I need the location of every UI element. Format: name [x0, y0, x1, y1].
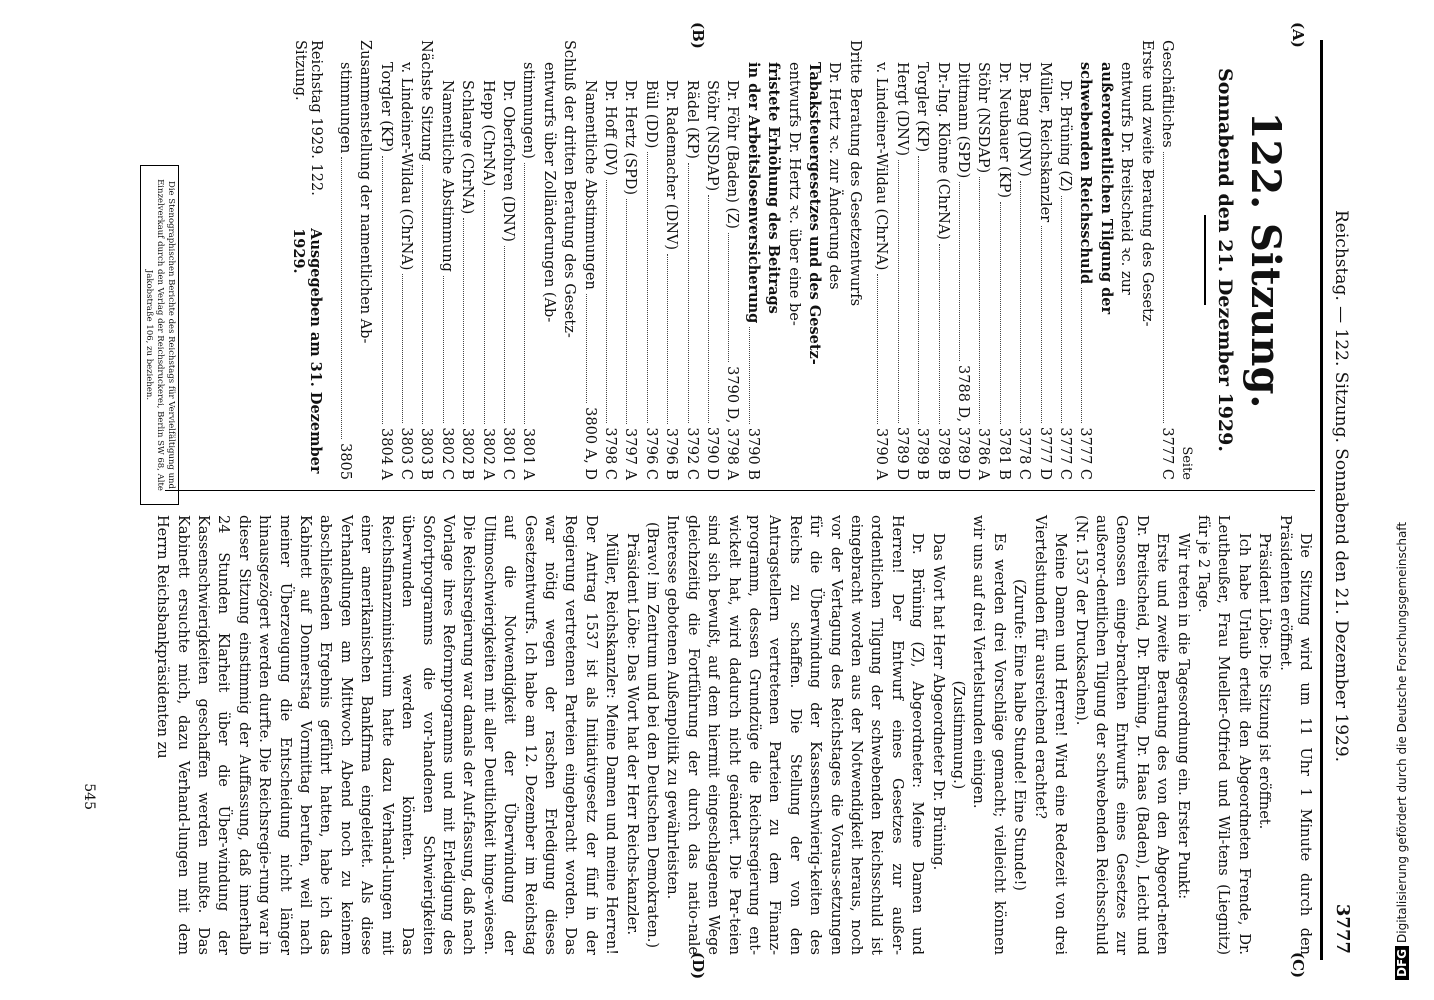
speaker-page-ref: 3796 B: [663, 427, 680, 480]
speaker-page-ref: 3789 B: [914, 427, 931, 480]
leader-dots: [586, 294, 587, 403]
speaker-entry: [375, 40, 395, 480]
speaker-list-item1: [871, 40, 1075, 480]
leader-dots: [918, 156, 919, 424]
speaker-name: Torgler (KP): [377, 62, 394, 153]
running-header: [1320, 40, 1357, 960]
speaker-name: Dr. Brüning (Z): [1056, 80, 1073, 192]
margin-mark-c: (C): [1289, 952, 1307, 979]
speaker-entry: [620, 40, 640, 480]
speaker-entry: [973, 40, 993, 480]
speaker-entry: [1034, 40, 1054, 480]
speaker-name: Hergt (DNV): [893, 62, 910, 156]
speaker-page-ref: 3792 C: [683, 427, 700, 480]
speaker-page-ref: 3796 C: [642, 427, 659, 480]
speaker-page-ref: 3788 D, 3789 D: [954, 365, 971, 480]
toc-entry-item1: [1075, 40, 1157, 480]
speaker-name: Stöhr (NSDAP): [704, 80, 721, 192]
leader-dots: [504, 246, 505, 424]
protocol-interjection: (Bravo! im Zentrum und bei den Deutschen Demokraten.): [644, 521, 660, 949]
toc-page-ref: 3801 A: [520, 428, 537, 480]
speaker-entry: [993, 40, 1013, 480]
protocol-interjection: (Zustimmung.): [950, 680, 967, 790]
toc-text: Namentliche Abstimmungen: [581, 80, 598, 290]
margin-mark-d: (D): [689, 952, 707, 980]
speaker-page-ref: 3802 A: [479, 428, 496, 480]
toc-entry-zusammenstellung: [334, 40, 375, 480]
speaker-entry: [640, 40, 660, 480]
protocol-paragraph: Die Sitzung wird um 11 Uhr 1 Minute durch den Präsidenten eröffnet.: [1276, 515, 1313, 955]
header-page-number: 3777: [1332, 903, 1353, 954]
toc-entry-naechste-sitzung: [416, 40, 436, 480]
speaker-name: Dr. Rademacher (DNV): [663, 80, 680, 251]
speaker-page-ref: 3798 C: [602, 427, 619, 480]
speaker-entry: [722, 40, 742, 480]
speaker-entry: [661, 40, 681, 480]
speaker-list-naechste: [375, 40, 416, 480]
speaker-page-ref: 3801 C: [500, 427, 516, 480]
page-footer-number: 545: [81, 783, 97, 810]
toc-text: entwurfs Dr. Hertz ꝛc. über eine be-: [785, 62, 802, 326]
protocol-paragraph: Erste und zweite Beratung des von den Abgeord-neten Dr. Breitscheid, Dr. Brüning, Dr. Haas (Baden), Leicht und Genossen einge-brachten Entwurfs eines Gesetzes zur außeror-dentlichen Tilgung der schwebenden Reichsschuld (Nr. 1537 der Drucksachen).: [1072, 515, 1171, 955]
leader-dots: [463, 218, 464, 424]
column-divider: [165, 490, 1315, 491]
speaker-name: Torgler (KP): [914, 62, 931, 153]
toc-text: Geschäftliches: [1159, 40, 1175, 148]
protocol-paragraph: Wir treten in die Tagesordnung ein. Erster Punkt:: [1174, 533, 1191, 900]
speaker-page-ref: 3778 C: [1016, 427, 1033, 480]
speaker-page-ref: 3790 D: [704, 426, 721, 480]
toc-page-ref: 3790 B: [744, 427, 761, 480]
protocol-paragraph: Es werden drei Vorschläge gemacht; vielleicht können wir uns auf drei Viertelstunden einigen.: [970, 515, 1007, 955]
toc-text: Erste und zweite Beratung des Gesetz-: [1138, 40, 1155, 327]
leader-dots: [484, 190, 485, 424]
leader-dots: [443, 276, 444, 424]
reichstag-protocol-page: [67, 20, 1367, 980]
leader-dots: [877, 274, 878, 424]
protocol-paragraph: Das Wort hat Herr Abgeordneter Dr. Brüning.: [929, 533, 946, 871]
toc-text: Namentliche Abstimmung: [438, 80, 455, 272]
speaker-name: Dr. Oberfohren (DNV): [500, 80, 516, 242]
toc-text: Dritte Beratung des Gesetzentwurfs: [846, 40, 863, 307]
toc-text: stimmungen: [336, 62, 353, 154]
speaker-name: Dr. Hertz (SPD): [622, 80, 639, 196]
leader-dots: [647, 152, 648, 423]
speaker-page-ref: 3777 D: [1036, 426, 1053, 480]
footer-issued-date: Ausgegeben am 31. Dezember 1929.: [290, 228, 325, 474]
speaker-name: Rädel (KP): [683, 80, 700, 159]
toc-page-ref: 3800 A, D: [581, 407, 598, 480]
toc-text: Tabaksteuergesetzes und des Gesetz-: [806, 62, 824, 365]
speaker-entry: [953, 40, 973, 480]
leader-dots: [708, 195, 709, 423]
speaker-page-ref: 3786 A: [975, 428, 992, 480]
leader-dots: [1000, 202, 1001, 424]
session-title: 122. Sitzung.: [1242, 111, 1289, 409]
leader-dots: [626, 199, 627, 424]
speaker-name: Schlange (ChrNA): [459, 80, 476, 215]
speaker-name: Dr. Bang (DNV): [1016, 62, 1033, 177]
protocol-paragraphs: [152, 515, 1315, 955]
leader-dots: [749, 327, 750, 424]
leader-dots: [1041, 226, 1042, 423]
session-date: Sonnabend den 21. Dezember 1929.: [1214, 68, 1236, 452]
leader-dots: [1081, 288, 1082, 423]
toc-page-ref: 3802 C: [438, 427, 455, 480]
speaker-page-ref: 3789 D: [893, 426, 910, 480]
leader-dots: [422, 165, 423, 424]
speaker-entry: [477, 40, 497, 480]
speaker-entry: [891, 40, 911, 480]
leader-dots: [402, 274, 403, 423]
protocol-text-column: [95, 515, 1315, 955]
toc-text: schwebenden Reichsschuld: [1077, 62, 1095, 285]
speaker-page-ref: 3803 C: [397, 427, 414, 480]
speaker-entry: [396, 40, 416, 480]
speaker-page-ref: 3790 A: [873, 428, 890, 480]
speaker-page-ref: 3797 A: [622, 428, 639, 480]
issue-footer: [290, 40, 324, 480]
speaker-name: Büll (DD): [642, 80, 659, 149]
toc-text: entwurfs Dr. Breitscheid ꝛc. zur: [1118, 62, 1135, 295]
title-rule: [1204, 215, 1206, 305]
toc-text: in der Arbeitslosenversicherung: [744, 62, 762, 324]
toc-text: außerordentlichen Tilgung der: [1097, 62, 1115, 315]
speaker-page-ref: 3802 B: [459, 427, 476, 480]
speaker-entry: [912, 40, 932, 480]
toc-text: entwurfs über Zolländerungen (Ab-: [540, 62, 557, 323]
dfg-note-text: Digitalisierung gefördert durch die Deutsche Forschungsgemeinschaft: [1395, 521, 1409, 943]
toc-text: Nächste Sitzung: [418, 40, 435, 162]
speaker-entry: [600, 40, 620, 480]
leader-dots: [979, 177, 980, 424]
protocol-paragraph: Dr. Brüning (Z), Abgeordneter: Meine Damen und Herren! Der Entwurf eines Gesetzes zur außer-ordentlichen Tilgung der schwebenden Reichsschuld ist eingebracht worden aus der Notwendigkeit heraus, noch vor der Vertagung des Reichstages die Voraus-setzungen für die Überwindung der Kassenschwierig-keiten des Reichs zu schaffen. Die Stellung der von den Antragstellern vertretenen Parteien zu dem Finanz-programm, dessen Grundzüge die Reichsregierung ent-wickelt hat, wird dadurch nicht geändert. Die Par-teien sind sich bewußt, auf dem hiermit eingeschlagenen Wege gleichzeitig die Fortführung der durch das natio-nale Interesse gebotenen Außenpolitik zu gewährleisten.: [664, 515, 926, 955]
speaker-page-ref: 3789 B: [934, 427, 951, 480]
dfg-side-note: [1395, 522, 1409, 980]
speaker-name: Dittmann (SPD): [954, 62, 971, 179]
toc-entry-geschaeftliches: [1157, 40, 1177, 480]
speaker-entry: [702, 40, 722, 480]
speaker-entry: [1014, 40, 1034, 480]
leader-dots: [1061, 196, 1062, 424]
leader-dots: [667, 254, 668, 424]
speaker-entry: [681, 40, 701, 480]
toc-entry-namentliche-abstimmungen: [579, 40, 599, 480]
toc-entry-item2: [742, 40, 864, 480]
margin-mark-b: (B): [689, 22, 707, 49]
leader-dots: [939, 244, 940, 424]
toc-page-ref: 3777 C: [1077, 427, 1094, 480]
leader-dots: [898, 160, 899, 423]
speaker-name: v. Lindeiner-Wildau (ChrNA): [397, 62, 414, 271]
toc-entry-item3: [518, 40, 579, 480]
toc-text: Dr. Hertz ꝛc. zur Änderung des: [826, 62, 843, 290]
speaker-list-item2: [600, 40, 743, 480]
leader-dots: [959, 182, 960, 361]
toc-page-ref: 3805: [336, 443, 353, 480]
speaker-name: Dr. Neubauer (KP): [995, 62, 1012, 199]
publisher-notice-box: Die Stenographischen Berichte des Reichstags für Vervielfältigung und Einzelverkauf durch den Verlag der Reichsdruckerei, Berlin SW 68, Alte Jakobstraße 106, zu beziehen.: [140, 165, 179, 505]
speaker-name: Dr.-Ing. Klönne (ChrNA): [934, 62, 951, 240]
leader-dots: [1163, 152, 1164, 424]
speaker-entry: [871, 40, 891, 480]
protocol-paragraph: Präsident Löbe: Die Sitzung ist eröffnet.: [1256, 533, 1273, 830]
toc-text: Zusammenstellung der namentlichen Ab-: [357, 40, 374, 344]
protocol-paragraph: Präsident Löbe: Das Wort hat der Herr Reichs-kanzler.: [623, 533, 640, 936]
protocol-paragraph: Ich habe Urlaub erteilt den Abgeordneten Frende, Dr. Leutheußer, Frau Mueller-Otfried und Wil-tens (Liegnitz) für je 2 Tage.: [1194, 515, 1252, 955]
toc-text: stimmungen): [520, 62, 537, 159]
leader-dots: [688, 163, 689, 423]
toc-page-ref: 3777 C: [1159, 427, 1175, 480]
protocol-interjection: (Zurufe: Eine halbe Stunde! Eine Stunde!): [1011, 579, 1028, 891]
leader-dots: [341, 157, 342, 439]
speaker-name: Dr. Hoff (DV): [602, 80, 619, 176]
leader-dots: [606, 180, 607, 424]
seite-label: Seite: [1179, 446, 1194, 480]
toc-text: fristete Erhöhung des Beitrags: [765, 62, 783, 314]
speaker-name: Stöhr (NSDAP): [975, 62, 992, 174]
toc-page-ref: 3803 B: [418, 427, 435, 480]
speaker-name: Müller, Reichskanzler: [1036, 62, 1053, 223]
speaker-page-ref: 3790 D, 3798 A: [724, 366, 741, 480]
leader-dots: [1020, 181, 1021, 424]
leader-dots: [524, 163, 525, 424]
speaker-name: Hepp (ChrNA): [479, 80, 496, 187]
contents-column: [95, 40, 1315, 480]
table-of-contents: [334, 40, 1177, 480]
leader-dots: [382, 156, 383, 424]
speaker-list-item3: [457, 40, 518, 480]
margin-mark-a: (A): [1289, 22, 1307, 48]
speaker-entry: [498, 40, 518, 480]
speaker-name: v. Lindeiner-Wildau (ChrNA): [873, 62, 890, 271]
speaker-entry: [932, 40, 952, 480]
footer-session-ref: Reichstag 1929. 122. Sitzung.: [292, 40, 325, 196]
toc-text: Schluß der dritten Beratung des Gesetz-: [561, 40, 578, 338]
header-title: Reichstag. — 122. Sitzung. Sonnabend den 21. Dezember 1929.: [1331, 210, 1351, 763]
speaker-page-ref: 3804 A: [377, 428, 394, 480]
protocol-paragraph: Müller, Reichskanzler: Meine Damen und meine Herren! Der Antrag 1537 ist als Initiativgesetz der fünf in der Regierung vertretenen Parteien eingebracht worden. Das war nötig wegen der raschen Erledigung dieses Gesetzentwurfs. Ich habe am 12. Dezember im Reichstag auf die Notwendigkeit der Überwindung der Ultimoschwierigkeiten mit aller Deutlichkeit hinge-wiesen. Die Reichsregierung war damals der Auf-fassung, daß nach Vorlage ihres Reformprogramms und mit Erledigung des Sofortprogramms die vor-handenen Schwierigkeiten überwunden werden könnten. Das Reichsfinanzministerium hatte dazu Verhand-lungen mit einer amerikanischen Bankfirma eingeleitet. Als diese Verhandlungen am Mittwoch Abend noch zu keinem abschließenden Ergebnis geführt hatten, habe ich das Kabinett auf Donnerstag Vormittag berufen, weil nach meiner Überzeugung die Entscheidung nicht länger hinausgezögert werden durfte. Die Reichsregie-rung war in dieser Sitzung einstimmig der Auffassung, daß innerhalb 24 Stunden Klarheit über die Über-windung der Kassenschwierigkeiten geschaffen werden mußte. Das Kabinett ersuchte mich, dazu Verhand-lungen mit dem Herrn Reichsbankpräsidenten zu: [154, 515, 620, 955]
leader-dots: [728, 233, 729, 362]
speaker-entry: [1055, 40, 1075, 480]
speaker-page-ref: 3777 C: [1056, 427, 1073, 480]
speaker-page-ref: 3781 B: [995, 427, 1012, 480]
protocol-paragraph: Meine Damen und Herren! Wird eine Redezeit von drei Viertelstunden für ausreichend erachtet?: [1031, 515, 1069, 955]
speaker-name: Dr. Föhr (Baden) (Z): [724, 80, 741, 229]
dfg-logo: DFG: [1395, 946, 1409, 980]
toc-entry-namentliche-abstimmung: [436, 40, 456, 480]
speaker-entry: [457, 40, 477, 480]
